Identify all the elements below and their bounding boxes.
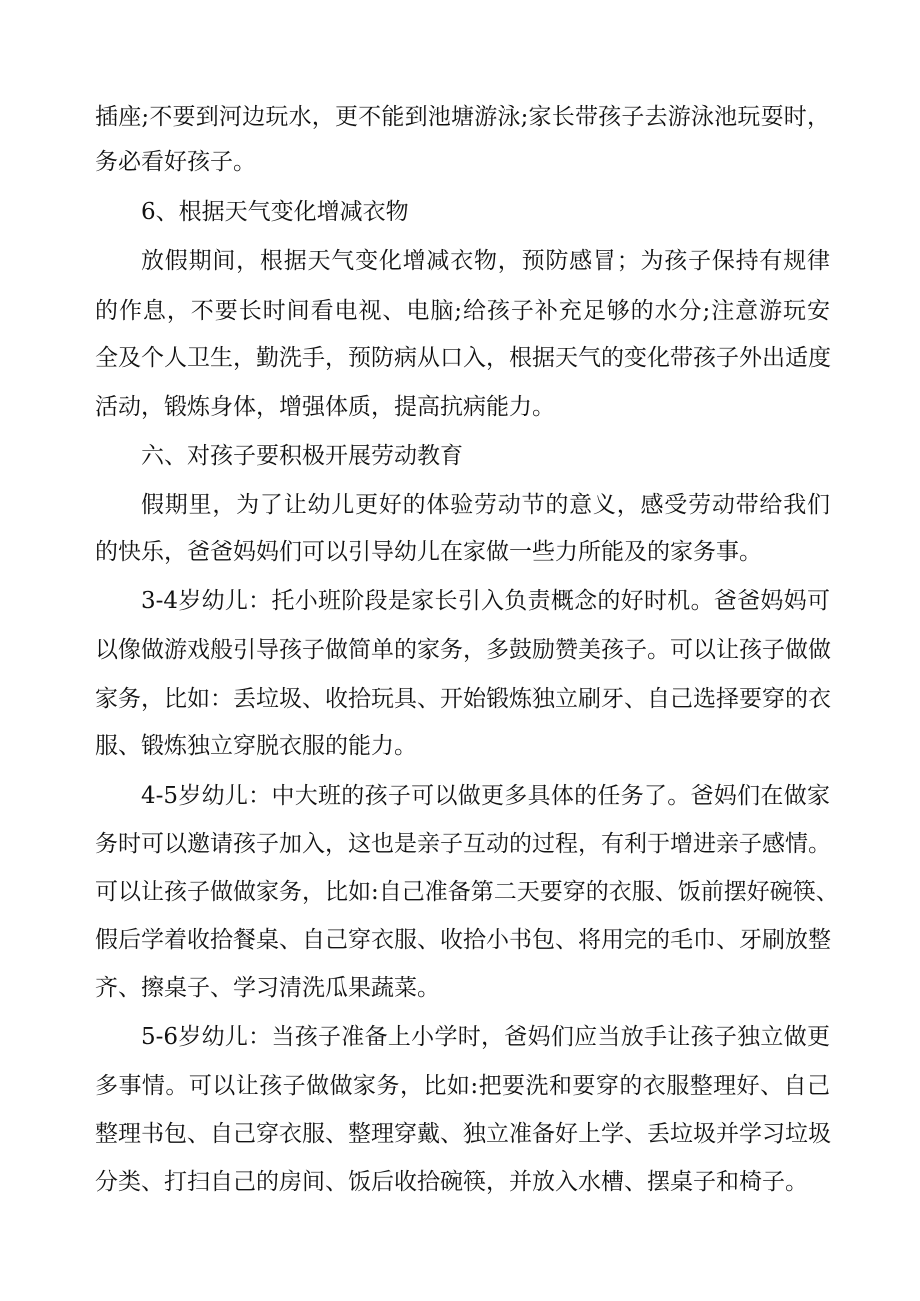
paragraph-line: 的作息，不要长时间看电视、电脑;给孩子补充足够的水分;注意游玩安	[95, 298, 830, 324]
paragraph-line: 5-6岁幼儿：当孩子准备上小学时，爸妈们应当放手让孩子独立做更	[141, 1024, 830, 1050]
paragraph-line: 活动，锻炼身体，增强体质，提高抗病能力。	[95, 394, 555, 420]
paragraph-line: 多事情。可以让孩子做做家务，比如:把要洗和要穿的衣服整理好、自己	[95, 1073, 830, 1099]
section-heading: 6、根据天气变化增减衣物	[141, 199, 409, 225]
paragraph-line: 家务，比如：丢垃圾、收拾玩具、开始锻炼独立刷牙、自己选择要穿的衣	[95, 686, 831, 712]
paragraph-line: 务时可以邀请孩子加入，这也是亲子互动的过程，有利于增进亲子感情。	[95, 831, 831, 857]
paragraph-line: 务必看好孩子。	[95, 149, 256, 175]
paragraph-line: 假期里，为了让幼儿更好的体验劳动节的意义，感受劳动带给我们	[141, 492, 830, 518]
paragraph-line: 齐、擦桌子、学习清洗瓜果蔬菜。	[95, 975, 440, 1001]
paragraph-line: 的快乐，爸爸妈妈们可以引导幼儿在家做一些力所能及的家务事。	[95, 539, 762, 565]
paragraph-line: 假后学着收拾餐桌、自己穿衣服、收拾小书包、将用完的毛巾、牙刷放整	[95, 927, 831, 953]
paragraph-line: 以像做游戏般引导孩子做简单的家务，多鼓励赞美孩子。可以让孩子做做	[95, 637, 831, 663]
paragraph-line: 服、锻炼独立穿脱衣服的能力。	[95, 733, 417, 759]
paragraph-line: 插座;不要到河边玩水，更不能到池塘游泳;家长带孩子去游泳池玩耍时，	[95, 104, 830, 130]
section-heading: 六、对孩子要积极开展劳动教育	[141, 443, 463, 469]
paragraph-line: 4-5岁幼儿：中大班的孩子可以做更多具体的任务了。爸妈们在做家	[141, 783, 830, 809]
paragraph-line: 可以让孩子做做家务，比如:自己准备第二天要穿的衣服、饭前摆好碗筷、	[95, 879, 839, 905]
paragraph-line: 放假期间，根据天气变化增减衣物，预防感冒；为孩子保持有规律	[141, 248, 830, 274]
paragraph-line: 全及个人卫生，勤洗手，预防病从口入，根据天气的变化带孩子外出适度	[95, 345, 831, 371]
paragraph-line: 3-4岁幼儿：托小班阶段是家长引入负责概念的好时机。爸爸妈妈可	[141, 588, 830, 614]
paragraph-line: 分类、打扫自己的房间、饭后收拾碗筷，并放入水槽、摆桌子和椅子。	[95, 1169, 808, 1195]
paragraph-line: 整理书包、自己穿衣服、整理穿戴、独立准备好上学、丢垃圾并学习垃圾	[95, 1121, 831, 1147]
